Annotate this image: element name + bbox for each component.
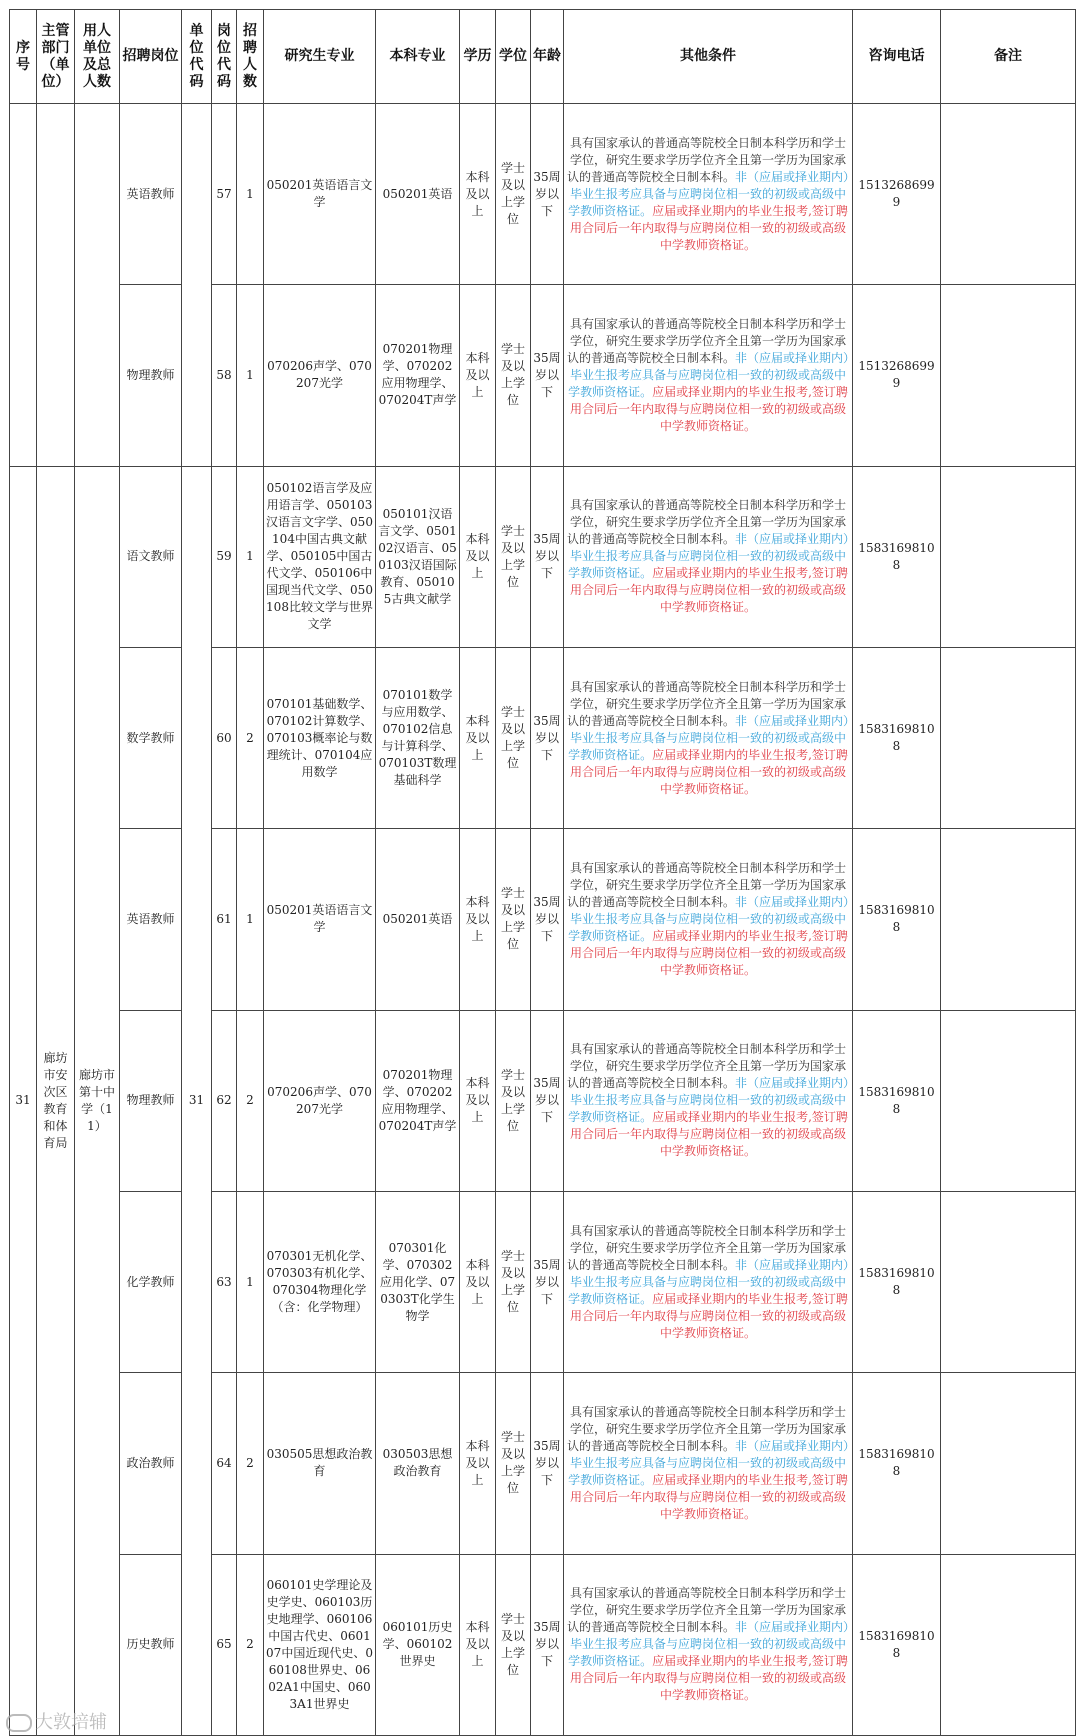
- watermark: [6, 1708, 107, 1734]
- grad-major-cell: 050201英语语言文学: [264, 104, 376, 285]
- note-cell: [941, 829, 1076, 1010]
- degree-cell: 学士及以上学位: [496, 1554, 531, 1735]
- count-cell: 1: [237, 466, 264, 647]
- phone-cell: 15132686999: [853, 104, 941, 285]
- education-cell: 本科及以上: [460, 829, 496, 1010]
- undergrad-major-cell: 070201物理学、070202应用物理学、070204T声学: [376, 1010, 460, 1191]
- header-conditions: 其他条件: [564, 10, 853, 104]
- condition-general: 具有国家承认的普通高等院校全日制本科学历和学士学位，研究生要求学历学位齐全且第一学历为国家承认的普通高等院校全日制本科。: [566, 498, 846, 547]
- condition-general: 具有国家承认的普通高等院校全日制本科学历和学士学位，研究生要求学历学位齐全且第一学历为国家承认的普通高等院校全日制本科。: [566, 1404, 846, 1453]
- header-education: 学历: [460, 10, 496, 104]
- undergrad-major-cell: 050201英语: [376, 829, 460, 1010]
- conditions-cell: [564, 1373, 853, 1554]
- position-cell: 物理教师: [120, 1010, 182, 1191]
- degree-cell: 学士及以上学位: [496, 466, 531, 647]
- header-note: 备注: [941, 10, 1076, 104]
- phone-cell: 15831698108: [853, 466, 941, 647]
- degree-cell: 学士及以上学位: [496, 647, 531, 828]
- condition-graduate: 应届或择业期内的毕业生报考,签订聘用合同后一年内取得与应聘岗位相一致的初级或高级中学教师资格证。: [569, 1472, 848, 1521]
- table-row: [10, 466, 1076, 647]
- position-cell: 政治教师: [120, 1373, 182, 1554]
- header-row: [10, 10, 1076, 104]
- condition-graduate: 应届或择业期内的毕业生报考,签订聘用合同后一年内取得与应聘岗位相一致的初级或高级中学教师资格证。: [569, 1110, 848, 1159]
- note-cell: [941, 466, 1076, 647]
- degree-cell: 学士及以上学位: [496, 285, 531, 466]
- age-cell: 35周岁以下: [531, 829, 564, 1010]
- unit-code-cell: [182, 104, 212, 467]
- condition-graduate: 应届或择业期内的毕业生报考,签订聘用合同后一年内取得与应聘岗位相一致的初级或高级中学教师资格证。: [569, 384, 848, 433]
- condition-general: 具有国家承认的普通高等院校全日制本科学历和学士学位，研究生要求学历学位齐全且第一学历为国家承认的普通高等院校全日制本科。: [566, 679, 846, 728]
- header-grad-major: 研究生专业: [264, 10, 376, 104]
- phone-cell: 15831698108: [853, 829, 941, 1010]
- watermark-logo-icon: [6, 1714, 32, 1732]
- education-cell: 本科及以上: [460, 104, 496, 285]
- condition-non-graduate: 非（应届或择业期内）毕业生报考应具备与应聘岗位相一致的初级或高级中学教师资格证。: [568, 532, 850, 581]
- age-cell: 35周岁以下: [531, 1010, 564, 1191]
- education-cell: 本科及以上: [460, 1191, 496, 1372]
- degree-cell: 学士及以上学位: [496, 104, 531, 285]
- education-cell: 本科及以上: [460, 1554, 496, 1735]
- age-cell: 35周岁以下: [531, 1373, 564, 1554]
- phone-cell: 15831698108: [853, 647, 941, 828]
- phone-cell: 15831698108: [853, 1191, 941, 1372]
- note-cell: [941, 285, 1076, 466]
- count-cell: 1: [237, 104, 264, 285]
- undergrad-major-cell: 070101数学与应用数学、070102信息与计算科学、070103T数理基础科学: [376, 647, 460, 828]
- undergrad-major-cell: 050201英语: [376, 104, 460, 285]
- undergrad-major-cell: 070301化学、070302应用化学、070303T化学生物学: [376, 1191, 460, 1372]
- condition-graduate: 应届或择业期内的毕业生报考,签订聘用合同后一年内取得与应聘岗位相一致的初级或高级中学教师资格证。: [569, 203, 848, 252]
- condition-non-graduate: 非（应届或择业期内）毕业生报考应具备与应聘岗位相一致的初级或高级中学教师资格证。: [568, 894, 850, 943]
- position-cell: 数学教师: [120, 647, 182, 828]
- position-cell: 物理教师: [120, 285, 182, 466]
- age-cell: 35周岁以下: [531, 1554, 564, 1735]
- position-code-cell: 64: [212, 1373, 237, 1554]
- header-degree: 学位: [496, 10, 531, 104]
- table-row: [10, 285, 1076, 466]
- condition-non-graduate: 非（应届或择业期内）毕业生报考应具备与应聘岗位相一致的初级或高级中学教师资格证。: [568, 1076, 850, 1125]
- dept-cell: 廊坊市安次区教育和体育局: [37, 466, 75, 1735]
- conditions-cell: [564, 829, 853, 1010]
- table-row: [10, 1010, 1076, 1191]
- condition-graduate: 应届或择业期内的毕业生报考,签订聘用合同后一年内取得与应聘岗位相一致的初级或高级中学教师资格证。: [569, 747, 848, 796]
- header-seq: 序号: [10, 10, 37, 104]
- note-cell: [941, 1554, 1076, 1735]
- grad-major-cell: 030505思想政治教育: [264, 1373, 376, 1554]
- position-code-cell: 61: [212, 829, 237, 1010]
- table-row: [10, 829, 1076, 1010]
- dept-cell: [37, 104, 75, 467]
- conditions-cell: [564, 1554, 853, 1735]
- unit-cell: 廊坊市第十中学（11）: [75, 466, 120, 1735]
- table-row: [10, 104, 1076, 285]
- header-position-code: 岗位代码: [212, 10, 237, 104]
- undergrad-major-cell: 030503思想政治教育: [376, 1373, 460, 1554]
- unit-cell: [75, 104, 120, 467]
- conditions-cell: [564, 647, 853, 828]
- age-cell: 35周岁以下: [531, 285, 564, 466]
- position-code-cell: 59: [212, 466, 237, 647]
- count-cell: 2: [237, 1373, 264, 1554]
- watermark-text: 大敦培辅: [35, 1712, 107, 1733]
- note-cell: [941, 1191, 1076, 1372]
- position-cell: 英语教师: [120, 829, 182, 1010]
- condition-general: 具有国家承认的普通高等院校全日制本科学历和学士学位，研究生要求学历学位齐全且第一学历为国家承认的普通高等院校全日制本科。: [566, 1586, 846, 1635]
- recruitment-table: [9, 9, 1076, 1736]
- position-cell: 语文教师: [120, 466, 182, 647]
- education-cell: 本科及以上: [460, 647, 496, 828]
- grad-major-cell: 070101基础数学、070102计算数学、070103概率论与数理统计、070104应用数学: [264, 647, 376, 828]
- undergrad-major-cell: 050101汉语言文学、050102汉语言、050103汉语国际教育、050105古典文献学: [376, 466, 460, 647]
- condition-non-graduate: 非（应届或择业期内）毕业生报考应具备与应聘岗位相一致的初级或高级中学教师资格证。: [568, 713, 850, 762]
- table-row: [10, 647, 1076, 828]
- unit-code-cell: 31: [182, 466, 212, 1735]
- condition-non-graduate: 非（应届或择业期内）毕业生报考应具备与应聘岗位相一致的初级或高级中学教师资格证。: [568, 1620, 850, 1669]
- condition-general: 具有国家承认的普通高等院校全日制本科学历和学士学位，研究生要求学历学位齐全且第一学历为国家承认的普通高等院校全日制本科。: [566, 1042, 846, 1091]
- position-cell: 英语教师: [120, 104, 182, 285]
- undergrad-major-cell: 060101历史学、060102世界史: [376, 1554, 460, 1735]
- phone-cell: 15831698108: [853, 1373, 941, 1554]
- condition-general: 具有国家承认的普通高等院校全日制本科学历和学士学位，研究生要求学历学位齐全且第一学历为国家承认的普通高等院校全日制本科。: [566, 860, 846, 909]
- position-code-cell: 60: [212, 647, 237, 828]
- grad-major-cell: 060101史学理论及史学史、060103历史地理学、060106中国古代史、060107中国近现代史、060108世界史、0602A1中国史、0603A1世界史: [264, 1554, 376, 1735]
- education-cell: 本科及以上: [460, 466, 496, 647]
- header-unit-code: 单位代码: [182, 10, 212, 104]
- grad-major-cell: 050102语言学及应用语言学、050103汉语言文字学、050104中国古典文献学、050105中国古代文学、050106中国现当代文学、050108比较文学与世界文学: [264, 466, 376, 647]
- degree-cell: 学士及以上学位: [496, 1010, 531, 1191]
- position-cell: 历史教师: [120, 1554, 182, 1735]
- header-unit: 用人单位及总人数: [75, 10, 120, 104]
- undergrad-major-cell: 070201物理学、070202应用物理学、070204T声学: [376, 285, 460, 466]
- phone-cell: 15831698108: [853, 1010, 941, 1191]
- phone-cell: 15132686999: [853, 285, 941, 466]
- grad-major-cell: 070301无机化学、070303有机化学、070304物理化学（含：化学物理）: [264, 1191, 376, 1372]
- seq-cell: [10, 104, 37, 467]
- condition-non-graduate: 非（应届或择业期内）毕业生报考应具备与应聘岗位相一致的初级或高级中学教师资格证。: [568, 1438, 850, 1487]
- table-row: [10, 1191, 1076, 1372]
- grad-major-cell: 050201英语语言文学: [264, 829, 376, 1010]
- position-code-cell: 62: [212, 1010, 237, 1191]
- header-phone: 咨询电话: [853, 10, 941, 104]
- table-row: [10, 1373, 1076, 1554]
- note-cell: [941, 104, 1076, 285]
- condition-general: 具有国家承认的普通高等院校全日制本科学历和学士学位，研究生要求学历学位齐全且第一学历为国家承认的普通高等院校全日制本科。: [566, 135, 846, 184]
- conditions-cell: [564, 104, 853, 285]
- note-cell: [941, 647, 1076, 828]
- count-cell: 2: [237, 1554, 264, 1735]
- position-code-cell: 63: [212, 1191, 237, 1372]
- age-cell: 35周岁以下: [531, 466, 564, 647]
- condition-graduate: 应届或择业期内的毕业生报考,签订聘用合同后一年内取得与应聘岗位相一致的初级或高级中学教师资格证。: [569, 566, 848, 615]
- grad-major-cell: 070206声学、070207光学: [264, 1010, 376, 1191]
- count-cell: 2: [237, 1010, 264, 1191]
- seq-cell: 31: [10, 466, 37, 1735]
- count-cell: 1: [237, 285, 264, 466]
- conditions-cell: [564, 1191, 853, 1372]
- age-cell: 35周岁以下: [531, 104, 564, 285]
- condition-non-graduate: 非（应届或择业期内）毕业生报考应具备与应聘岗位相一致的初级或高级中学教师资格证。: [568, 1257, 850, 1306]
- grad-major-cell: 070206声学、070207光学: [264, 285, 376, 466]
- condition-non-graduate: 非（应届或择业期内）毕业生报考应具备与应聘岗位相一致的初级或高级中学教师资格证。: [568, 350, 850, 399]
- degree-cell: 学士及以上学位: [496, 1373, 531, 1554]
- position-code-cell: 58: [212, 285, 237, 466]
- conditions-cell: [564, 1010, 853, 1191]
- header-age: 年龄: [531, 10, 564, 104]
- position-cell: 化学教师: [120, 1191, 182, 1372]
- degree-cell: 学士及以上学位: [496, 829, 531, 1010]
- age-cell: 35周岁以下: [531, 1191, 564, 1372]
- condition-graduate: 应届或择业期内的毕业生报考,签订聘用合同后一年内取得与应聘岗位相一致的初级或高级中学教师资格证。: [569, 1654, 848, 1703]
- conditions-cell: [564, 285, 853, 466]
- condition-general: 具有国家承认的普通高等院校全日制本科学历和学士学位，研究生要求学历学位齐全且第一学历为国家承认的普通高等院校全日制本科。: [566, 316, 846, 365]
- count-cell: 1: [237, 829, 264, 1010]
- header-count: 招聘人数: [237, 10, 264, 104]
- note-cell: [941, 1010, 1076, 1191]
- count-cell: 2: [237, 647, 264, 828]
- header-dept: 主管部门（单位）: [37, 10, 75, 104]
- phone-cell: 15831698108: [853, 1554, 941, 1735]
- header-undergrad-major: 本科专业: [376, 10, 460, 104]
- table-row: [10, 1554, 1076, 1735]
- degree-cell: 学士及以上学位: [496, 1191, 531, 1372]
- condition-graduate: 应届或择业期内的毕业生报考,签订聘用合同后一年内取得与应聘岗位相一致的初级或高级中学教师资格证。: [569, 1291, 848, 1340]
- condition-non-graduate: 非（应届或择业期内）毕业生报考应具备与应聘岗位相一致的初级或高级中学教师资格证。: [568, 169, 850, 218]
- education-cell: 本科及以上: [460, 285, 496, 466]
- education-cell: 本科及以上: [460, 1010, 496, 1191]
- condition-graduate: 应届或择业期内的毕业生报考,签订聘用合同后一年内取得与应聘岗位相一致的初级或高级中学教师资格证。: [569, 928, 848, 977]
- condition-general: 具有国家承认的普通高等院校全日制本科学历和学士学位，研究生要求学历学位齐全且第一学历为国家承认的普通高等院校全日制本科。: [566, 1223, 846, 1272]
- count-cell: 1: [237, 1191, 264, 1372]
- age-cell: 35周岁以下: [531, 647, 564, 828]
- conditions-cell: [564, 466, 853, 647]
- position-code-cell: 65: [212, 1554, 237, 1735]
- header-position: 招聘岗位: [120, 10, 182, 104]
- note-cell: [941, 1373, 1076, 1554]
- position-code-cell: 57: [212, 104, 237, 285]
- education-cell: 本科及以上: [460, 1373, 496, 1554]
